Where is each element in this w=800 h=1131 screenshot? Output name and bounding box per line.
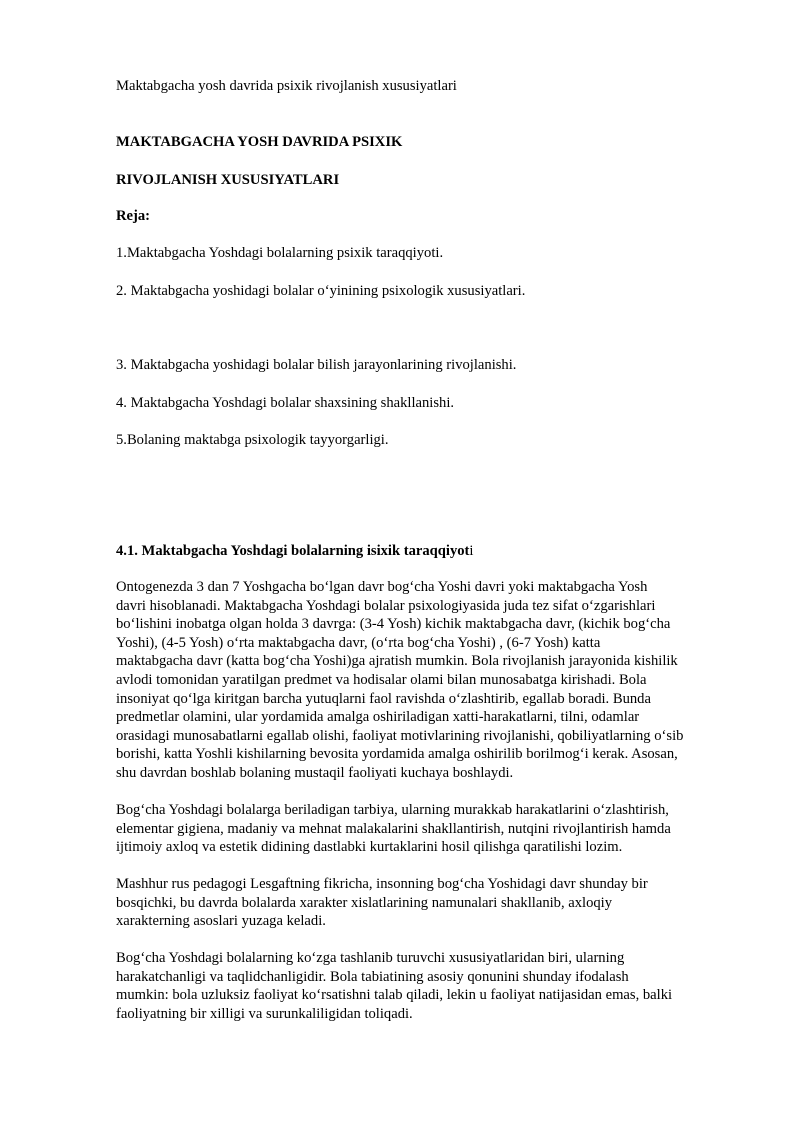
section-title-tail: i — [469, 543, 474, 559]
paragraph-line: mumkin: bola uzluksiz faoliyat ko‘rsatishni talab qiladi, lekin u faoliyat natijasidan emas, balki — [116, 987, 673, 1004]
paragraph-line: davri hisoblanadi. Maktabgacha Yoshdagi bolalar psixologiyasida juda tez sifat o‘zgarishlari — [116, 597, 656, 614]
document-title: Maktabgacha yosh davrida psixik rivojlanish xususiyatlari — [116, 78, 457, 94]
paragraph-line: Yoshi), (4-5 Yosh) o‘rta maktabgacha davr, (o‘rta bog‘cha Yoshi) , (6-7 Yosh) katta — [116, 634, 601, 651]
paragraph-line: Bog‘cha Yoshdagi bolalarning ko‘zga tashlanib turuvchi xususiyatlaridan biri, ularning — [116, 950, 625, 966]
paragraph-line: predmetlar olamini, ular yordamida amalga oshiriladigan xatti-harakatlarni, tilni, odamlar — [116, 709, 640, 726]
paragraph — [116, 801, 756, 857]
paragraph-line: shu davrdan boshlab bolaning mustaqil faoliyati kuchaya boshlaydi. — [116, 764, 514, 781]
plan-item: 3. Maktabgacha yoshidagi bolalar bilish jarayonlarining rivojlanishi. — [116, 357, 517, 373]
paragraph — [116, 949, 756, 1023]
paragraph-line: bosqichki, bu davrda bolalarda xarakter xislatlarining namunalari shakllanib, axloqiy — [116, 894, 613, 911]
paragraph — [116, 578, 756, 783]
paragraph-line: avlodi tomonidan yaratilgan predmet va hodisalar olami bilan munosabatga kirishadi. Bola — [116, 671, 647, 688]
paragraph-line: Ontogenezda 3 dan 7 Yoshgacha bo‘lgan davr bog‘cha Yoshi davri yoki maktabgacha Yosh — [116, 579, 648, 595]
plan-label: Reja: — [116, 208, 151, 224]
section-title-bold: 4.1. Maktabgacha Yoshdagi bolalarning isixik taraqqiyot — [116, 543, 470, 559]
paragraph-line: maktabgacha davr (katta bog‘cha Yoshi)ga ajratish mumkin. Bola rivojlanish jarayonida kishilik — [116, 653, 678, 670]
paragraph — [116, 875, 756, 931]
paragraph-line: insoniyat qo‘lga kiritgan barcha yutuqlarni faol ravishda o‘zlashtirib, egallab boradi. Bunda — [116, 690, 651, 707]
paragraph-line: Mashhur rus pedagogi Lesgaftning fikricha, insonning bog‘cha Yoshidagi davr shunday bir — [116, 876, 648, 892]
paragraph-line: ijtimoiy axloq va estetik didining dastlabki kurtaklarini hosil qilishga qaratilishi lozim. — [116, 839, 623, 856]
paragraph-line: orasidagi munosabatlarni egallab olishi, faoliyat motivlarining rivojlanishi, qobiliyatlarning o‘sib — [116, 727, 684, 744]
heading-line-2: RIVOJLANISH XUSUSIYATLARI — [116, 172, 340, 188]
paragraph-line: harakatchanligi va taqlidchanligidir. Bola tabiatining asosiy qonunini shunday ifodalash — [116, 968, 629, 985]
paragraph-line: borishi, katta Yoshli kishilarning bevosita yordamida amalga oshirilib borilmog‘i kerak. Asosan, — [116, 746, 678, 763]
section-title — [116, 542, 473, 561]
paragraph-line: bo‘lishini inobatga olgan holda 3 davrga: (3-4 Yosh) kichik maktabgacha davr, (kichik bog‘cha — [116, 616, 671, 633]
plan-item: 5.Bolaning maktabga psixologik tayyorgarligi. — [116, 432, 389, 448]
paragraph-line: elementar gigiena, madaniy va mehnat malakalarini shakllantirish, nutqini rivojlantirish hamda — [116, 820, 671, 837]
paragraph-line: faoliyatning bir xilligi va surunkaliligidan toliqadi. — [116, 1005, 413, 1022]
plan-item: 2. Maktabgacha yoshidagi bolalar o‘yinining psixologik xususiyatlari. — [116, 283, 526, 299]
plan-item: 1.Maktabgacha Yoshdagi bolalarning psixik taraqqiyoti. — [116, 245, 444, 261]
paragraph-line: xarakterning asoslari yuzaga keladi. — [116, 913, 326, 930]
heading-line-1: MAKTABGACHA YOSH DAVRIDA PSIXIK — [116, 134, 403, 150]
plan-item: 4. Maktabgacha Yoshdagi bolalar shaxsining shakllanishi. — [116, 395, 455, 411]
paragraph-line: Bog‘cha Yoshdagi bolalarga beriladigan tarbiya, ularning murakkab harakatlarini o‘zlashtirish, — [116, 802, 669, 818]
